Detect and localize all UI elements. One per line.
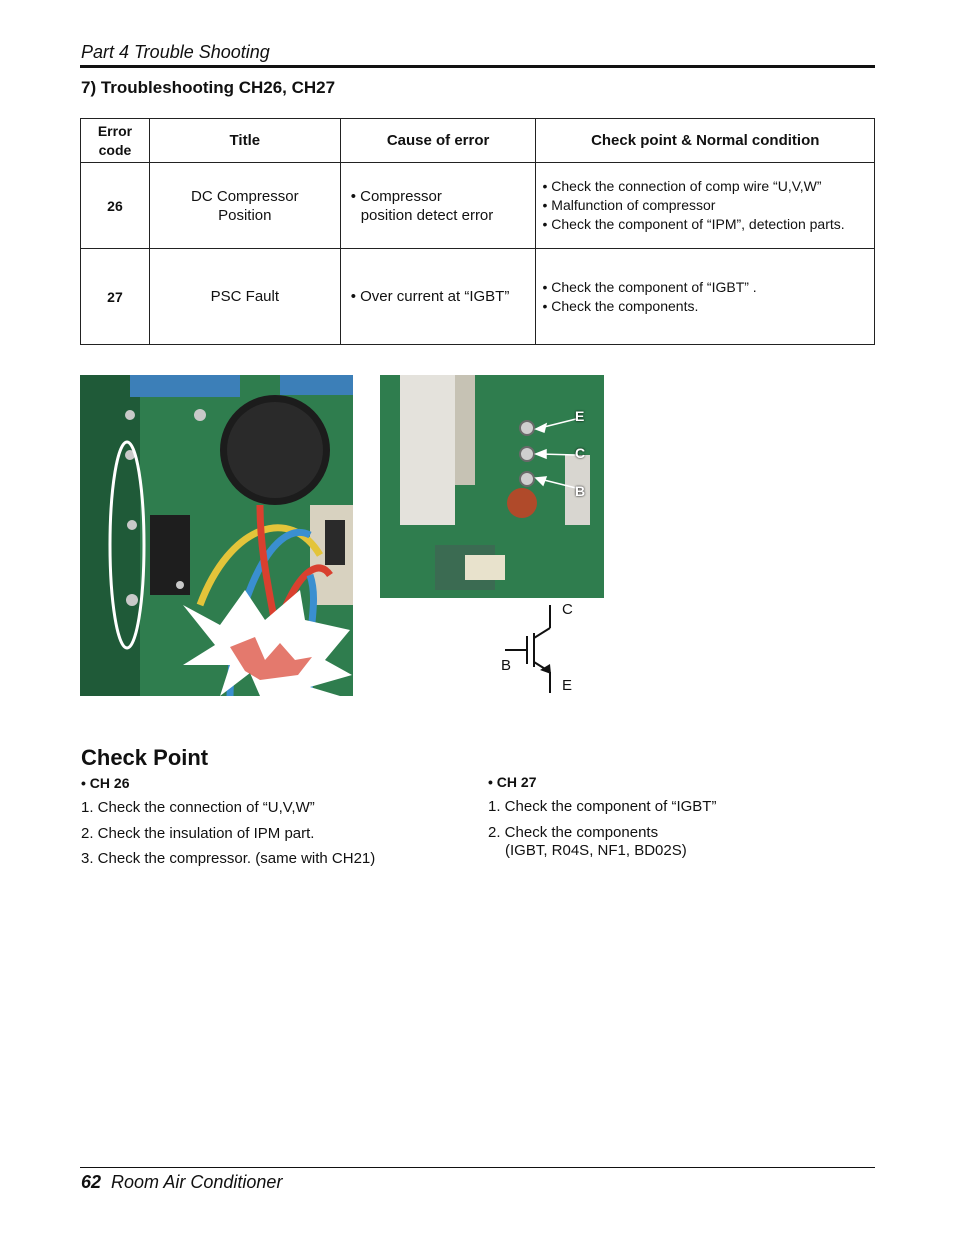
ch27-item: 1. Check the component of “IGBT”: [488, 798, 717, 815]
check-item: • Check the component of “IGBT” .: [542, 278, 757, 295]
check-item: • Check the components.: [542, 297, 699, 314]
pin-label-b: B: [575, 483, 586, 499]
title-line: DC Compressor: [191, 187, 299, 205]
check-point-title: Check Point: [81, 745, 209, 770]
ch26-heading: • CH 26: [81, 775, 130, 791]
table-row: [81, 249, 875, 345]
ch27-item-continuation: (IGBT, R04S, NF1, BD02S): [505, 842, 687, 859]
table-row: [81, 163, 875, 249]
board-photo-ch26-image: [80, 375, 353, 696]
ch26-item: 1. Check the connection of “U,V,W”: [81, 799, 315, 816]
pin-label-c: C: [575, 445, 586, 461]
check-item: • Check the connection of comp wire “U,V,W”: [542, 178, 822, 194]
cause-line: • Over current at “IGBT”: [350, 288, 510, 305]
igbt-label-c: C: [562, 601, 573, 618]
header-check-point: Check point & Normal condition: [536, 119, 875, 163]
igbt-label-b: B: [501, 657, 512, 674]
check-item: • Check the component of “IPM”, detection parts.: [542, 216, 845, 232]
igbt-symbol: [495, 600, 585, 700]
igbt-photo-ch27-image: [380, 375, 604, 598]
cause-line: • Compressor: [350, 187, 442, 205]
title-line: Position: [218, 206, 272, 224]
header-error-code: Error code: [81, 119, 150, 163]
board-photo-ch26: [80, 375, 353, 696]
pin-label-e: E: [575, 408, 585, 424]
error-code-cell: 26: [81, 163, 150, 249]
ch26-item: 3. Check the compressor. (same with CH21): [81, 850, 376, 867]
check-cell: [536, 249, 875, 345]
table-header-row: [81, 119, 875, 163]
title-cell: [149, 249, 340, 345]
footer: [81, 1172, 282, 1193]
title-line: PSC Fault: [210, 288, 279, 305]
check-cell: [536, 163, 875, 249]
page-number: 62: [81, 1172, 102, 1192]
ch26-item: 2. Check the insulation of IPM part.: [81, 825, 315, 842]
cause-cell: [340, 249, 536, 345]
footer-title: Room Air Conditioner: [111, 1172, 283, 1192]
header-part-label: Part 4 Trouble Shooting: [81, 42, 270, 62]
title-cell: [149, 163, 340, 249]
troubleshooting-table: [80, 118, 875, 345]
igbt-label-e: E: [562, 677, 573, 694]
ch27-item: 2. Check the components: [488, 824, 659, 841]
check-item: • Malfunction of compressor: [542, 197, 716, 213]
igbt-photo-ch27: [380, 375, 604, 598]
header-rule: [80, 65, 875, 68]
section-title: 7) Troubleshooting CH26, CH27: [81, 78, 336, 97]
cause-line: position detect error: [360, 206, 494, 224]
header-title: Title: [149, 119, 340, 163]
header-cause: Cause of error: [340, 119, 536, 163]
ch27-heading: • CH 27: [488, 774, 537, 790]
footer-rule: [80, 1167, 875, 1168]
cause-cell: [340, 163, 536, 249]
error-code-cell: 27: [81, 249, 150, 345]
